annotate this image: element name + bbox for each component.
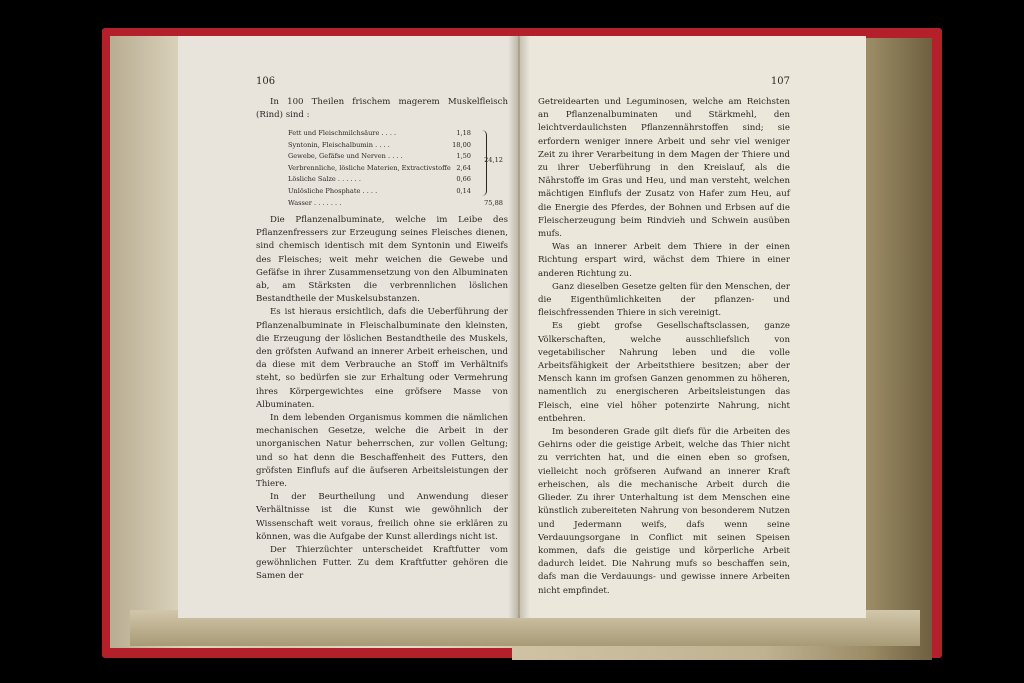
table-label: Fett und Fleischmilchsäure . . . . bbox=[288, 129, 397, 137]
left-page bbox=[178, 36, 518, 618]
paragraph: Getreidearten und Leguminosen, welche am Reichsten an Pflanzenalbuminaten und Stärkmehl, den leichtverdaulichsten Pflanzennährstoffen sind; sie erfordern weniger innere Arbeit und sehr viel weniger Zeit zu ihrer Verarbeitung in dem Magen der Thiere und zu ihrer Ueberführung in den Kreislauf, als die Nährstoffe im Gras und Heu, und man versteht, welchen mächtigen Einflufs der Zusatz von Hafer zum Heu, auf die Energie des Pferdes, der Bohnen und Erbsen auf die Fleischerzeugung beim Rindvieh und Schwein ausüben mufs. bbox=[538, 97, 790, 240]
right-page bbox=[520, 36, 866, 618]
water-value: 75,88 bbox=[484, 198, 503, 207]
table-row bbox=[288, 128, 503, 140]
table-label: Gewebe, Gefäfse und Nerven . . . . bbox=[288, 152, 403, 161]
composition-table bbox=[288, 128, 503, 209]
table-value: 1,18 bbox=[456, 129, 471, 137]
paragraph: Die Pflanzenalbuminate, welche im Leibe des Pflanzenfressers zur Erzeugung seines Fleisches dienen, sind chemisch identisch mit dem Syntonin und Eiweifs des Fleisches; weit mehr weichen die Gewebe und Gefäfse in ihrer Zusammensetzung von den Albuminaten ab, am Stärksten die verbrennlichen löslichen Bestandtheile der Muskelsubstanzen. bbox=[256, 215, 508, 305]
table-row-water bbox=[288, 198, 503, 210]
brace-total: 24,12 bbox=[484, 156, 503, 164]
left-intro bbox=[256, 96, 508, 122]
right-body-text bbox=[538, 96, 790, 598]
paragraph: Der Thierzüchter unterscheidet Kraftfutter vom gewöhnlichen Futter. Zu dem Kraftfutter gehören die Samen der bbox=[256, 545, 508, 582]
table-value: 1,50 bbox=[456, 152, 471, 161]
paragraph: Es giebt grofse Gesellschaftsclassen, ganze Völkerschaften, welche ausschliefslich von vegetabilischer Nahrung leben und die volle Arbeitsfähigkeit der Arbeitsthiere besitzen; aber der Mensch kann im grofsen Ganzen genommen zu höheren, namentlich zu energischeren Arbeitsleistungen das Fleisch, eine viel höher potenzirte Nahrung, nicht entbehren. bbox=[538, 321, 790, 424]
table-row bbox=[288, 174, 503, 186]
table-value: 2,64 bbox=[456, 163, 471, 172]
table-row bbox=[288, 140, 503, 152]
paragraph: In dem lebenden Organismus kommen die nämlichen mechanischen Gesetze, welche die Arbeit in der unorganischen Natur beherrschen, zur vollen Geltung; und so hat denn die Beschaffenheit des Futters, den gröfsten Einflufs auf die äufseren Arbeitsleistungen der Thiere. bbox=[256, 413, 508, 490]
water-label: Wasser . . . . . . . bbox=[288, 198, 342, 207]
page-number-right: 107 bbox=[770, 76, 790, 87]
paragraph: Es ist hieraus ersichtlich, dafs die Ueberführung der Pflanzenalbuminate in Fleischalbuminate den kleinsten, die Erzeugung der löslichen Bestandtheile des Muskels, den gröfsten Aufwand an innerer Arbeit erheischen, und da diese mit dem Verbrauche an Stoff im Verhältnifs steht, so bedürfen sie zur Erhaltung oder Vermehrung ihres Körpergewichtes eine gröfsere Masse von Albuminaten. bbox=[256, 307, 508, 410]
intro-paragraph: In 100 Theilen frischem magerem Muskelfleisch (Rind) sind : bbox=[256, 97, 508, 121]
book-gutter bbox=[508, 36, 530, 618]
page-number-left: 106 bbox=[256, 76, 276, 87]
table-label: Unlösliche Phosphate . . . . bbox=[288, 186, 378, 195]
table-row bbox=[288, 151, 503, 163]
table-value: 18,00 bbox=[452, 140, 471, 149]
table-row bbox=[288, 186, 503, 198]
paragraph: Im besonderen Grade gilt diefs für die Arbeiten des Gehirns oder die geistige Arbeit, welche das Thier nicht zu verrichten hat, und die einen eben so grofsen, vielleicht noch gröfseren Aufwand an innerer Kraft erheischen, als die mechanische Arbeit durch die Glieder. Zu ihrer Unterhaltung ist dem Menschen eine künstlich zubereiteten Nahrung von besonderem Nutzen und Jedermann weifs, dafs wenn seine Verdauungsorgane in Conflict mit seinen Speisen kommen, dafs die geistige und körperliche Arbeit dadurch leidet. Die Nahrung mufs so beschaffen sein, dafs man die Verdauungs- und gewisse innere Arbeiten nicht empfindet. bbox=[538, 427, 790, 596]
table-value: 0,66 bbox=[456, 175, 471, 184]
paragraph: In der Beurtheilung und Anwendung dieser Verhältnisse ist die Kunst wie gewöhnlich der Wissenschaft weit voraus, freilich ohne sie erklären zu können, was die Aufgabe der Kunst allerdings nicht ist. bbox=[256, 492, 508, 542]
paragraph: Was an innerer Arbeit dem Thiere in der einen Richtung erspart wird, wächst dem Thiere in einer anderen Richtung zu. bbox=[538, 242, 790, 279]
table-label: Verbrennliche, lösliche Materien, Extractivstoffe bbox=[288, 163, 451, 172]
table-label: Lösliche Salze . . . . . . bbox=[288, 175, 361, 184]
paragraph: Ganz dieselben Gesetze gelten für den Menschen, der die Eigenthümlichkeiten der pflanzen- und fleischfressenden Thiere in sich vereinigt. bbox=[538, 281, 790, 319]
table-row bbox=[288, 163, 503, 175]
table-value: 0,14 bbox=[456, 186, 471, 195]
table-label: Syntonin, Fleischalbumin . . . . bbox=[288, 140, 390, 149]
left-body-text bbox=[256, 214, 508, 584]
